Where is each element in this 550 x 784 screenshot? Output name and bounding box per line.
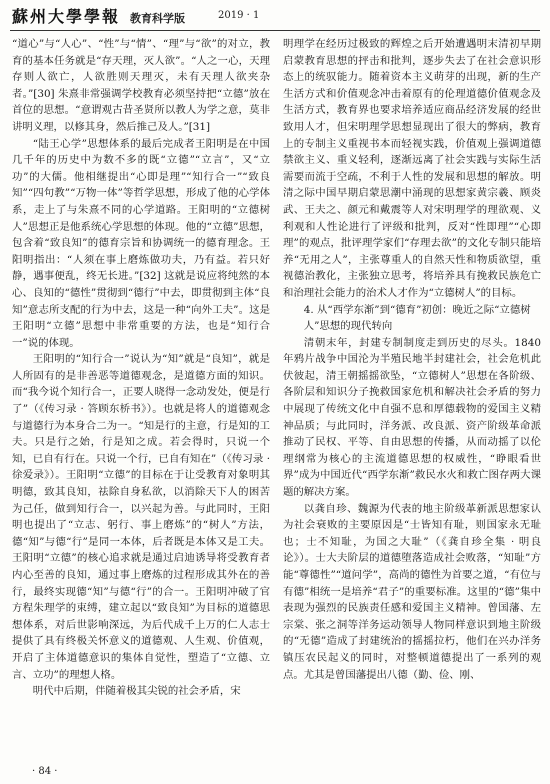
paragraph: 清朝末年，封建专制制度走到历史的尽头。1840 年鸦片战争中国沦为半殖民地半封建社会，社会危机此伏彼起，清王朝摇摇欲坠，“立德树人”思想在各阶级、各阶层和知识分子挽救国家危机和解决社会矛盾的努力中展现了传统文化中自强不息和厚德载物的爱国主义精神品质；与此同时，洋务派、改良派、资产阶级革命派推动了民权、平等、自由思想的传播，从而动摇了以伦理纲常为核心的主流道德思想的权威性，“睁眼看世界”成为中国近代“西学东渐”救民水火和救亡图存两大课题的解决方案。 (283, 336, 541, 499)
running-header (10, 4, 540, 30)
issue-date: 2019 · 1 (218, 10, 260, 21)
paragraph: “道心”与“人心”、“性”与“情”、“理”与“欲”的对立，教育的基本任务就是“存天理，灭人欲”。“人之一心，天理存则人欲亡，人欲胜则天理灭，未有天理人欲夹杂者。”[30] 朱熹非常强调学校教育必须坚持把“立德”放在首位的思想。“意谓观古昔圣贤所以教人为学之意，莫非讲明义理，以修其身，然后推己及人。”[31] (12, 38, 270, 133)
paragraph: 王阳明的“知行合一”说认为“知”就是“良知”，就是人所固有的是非善恶等道德观念，是道德方面的知识。而“我今说个知行合一，正要人晓得一念动发处，便是行了”（《传习录 · 答顾东桥书》）。也就是将人的道德观念与道德行为本身合二为一。“知是行的主意，行是知的工夫。只是行之始，行是知之成。若会得时，只说一个知，已自有行在。只说一个行，已自有知在”（《传习录 · 徐爱录》）。王阳明“立德”的目标在于让受教育对象明其明德，致其良知，祛除自身私欲，以消除天下人的困苦为己任，做到知行合一，以兴起为善。与此同时，王阳明也提出了“立志、躬行、事上磨炼”的“树人”方法，德“知”与德“行”是同一本体，后者既是本体又是工夫。王阳明“立德”的核心追求就是通过启迪诱导将受教育者内心至善的良知，通过事上磨炼的过程形成其外在的善行，最终实现德“知”与德“行”的合一。王阳明冲破了官方程朱理学的束缚，建立起以“致良知”为目标的道德思想体系，对后世影响深远，为后代成千上万的仁人志士提供了具有终极关怀意义的道德观、人生观、价值观，开启了主体道德意识的集体自觉性，塑造了“立德、立言、立功”的理想人格。 (12, 353, 270, 681)
page-number: · 84 · (32, 766, 58, 777)
journal-edition: 教育科学版 (130, 12, 185, 25)
paragraph: 明代中后期，伴随着极其尖锐的社会矛盾，宋 (32, 685, 241, 698)
left-column (12, 36, 270, 766)
paragraph: 以龚自珍、魏源为代表的地主阶级革新派思想家认为社会衰败的主要原因是“士皆知有耻，则国家永无耻也；士不知耻，为国之大耻”（《龚自珍全集 · 明良论》）。士大夫阶层的道德堕落造成社会败落，“知耻”方能“尊德性”“道问学”，高尚的德性为首要之道，“有位与有德”相统一是培养“君子”的重要标准。这里的“德”集中表现为强烈的民族责任感和爱国主义精神。曾国藩、左宗棠、张之洞等洋务运动领导人物同样意识到地主阶级的“无德”造成了封建统治的摇摇拉朽，他们在兴办洋务镇压农民起义的同时，对整顿道德提出了一系列的观点。尤其是曾国藩提出八德（勤、俭、刚、 (283, 502, 541, 681)
right-column (283, 36, 541, 766)
journal-logo: 蘇州大學學報 (12, 7, 121, 26)
paragraph: 明理学在经历过极致的辉煌之后开始遭遇明末清初早期启蒙教育思想的抨击和批判，逐步失去了在社会意识形态上的统驭能力。随着资本主义萌芽的出现，新的生产生活方式和价值观念冲击着原有的伦理道德价值观念及生活方式，教育界也要求培养适应商品经济发展的经世致用人才，但宋明理学思想显现出了很大的弊病，教育上的专制主义重视书本而轻视实践，价值观上强调道德禁欲主义、重义轻利，逐渐远离了社会实践与实际生活需要而流于空疏，不利于人性的发展和思想的解放。明清之际中国早期启蒙思潮中涌现的思想家黄宗羲、顾炎武、王夫之、颜元和戴震等人对宋明理学的理欲观、义利观和人性论进行了评级和批判，反对“性即理”“心即理”的观点，批评理学家们“存理去欲”的文化专制只能培养“无用之人”，主张尊重人的自然天性和物质欲望，重视德治教化，主张独立思考，将培养具有挽救民族危亡和治理社会能力的治术人才作为“立德树人”的目标。 (283, 38, 541, 299)
section-heading: 4. 从“西学东渐”到“德育”初创：晚近之际“立德树人”思想的现代转向 (303, 303, 531, 333)
paragraph: “陆王心学”思想体系的最后完成者王阳明是在中国几千年的历史中为数不多的既“立德”“立言”，又“立功”的大儒。他相继提出“心即是理”“知行合一”“致良知”“四句教”“万物一体”等哲学思想，形成了他的心学体系，走上了与朱熹不同的心学道路。王阳明的“立德树人”思想正是他系统心学思想的体现。他的“立德”思想，包含着“致良知”的德育宗旨和协调统一的德育理念。王阳明指出：“人须在事上磨炼做功夫，乃有益。若只好静，遇事便乱，终无长进。”[32] 这就是说应将纯然的本心、良知的“德性”贯彻到“德行”中去，即贯彻到主体“良知”意志所支配的行为中去，这是一种“向外工夫”。这是王阳明“立德”思想中非常重要的方法，也是“知行合一”说的体现。 (12, 137, 270, 349)
header-rule (10, 30, 540, 31)
